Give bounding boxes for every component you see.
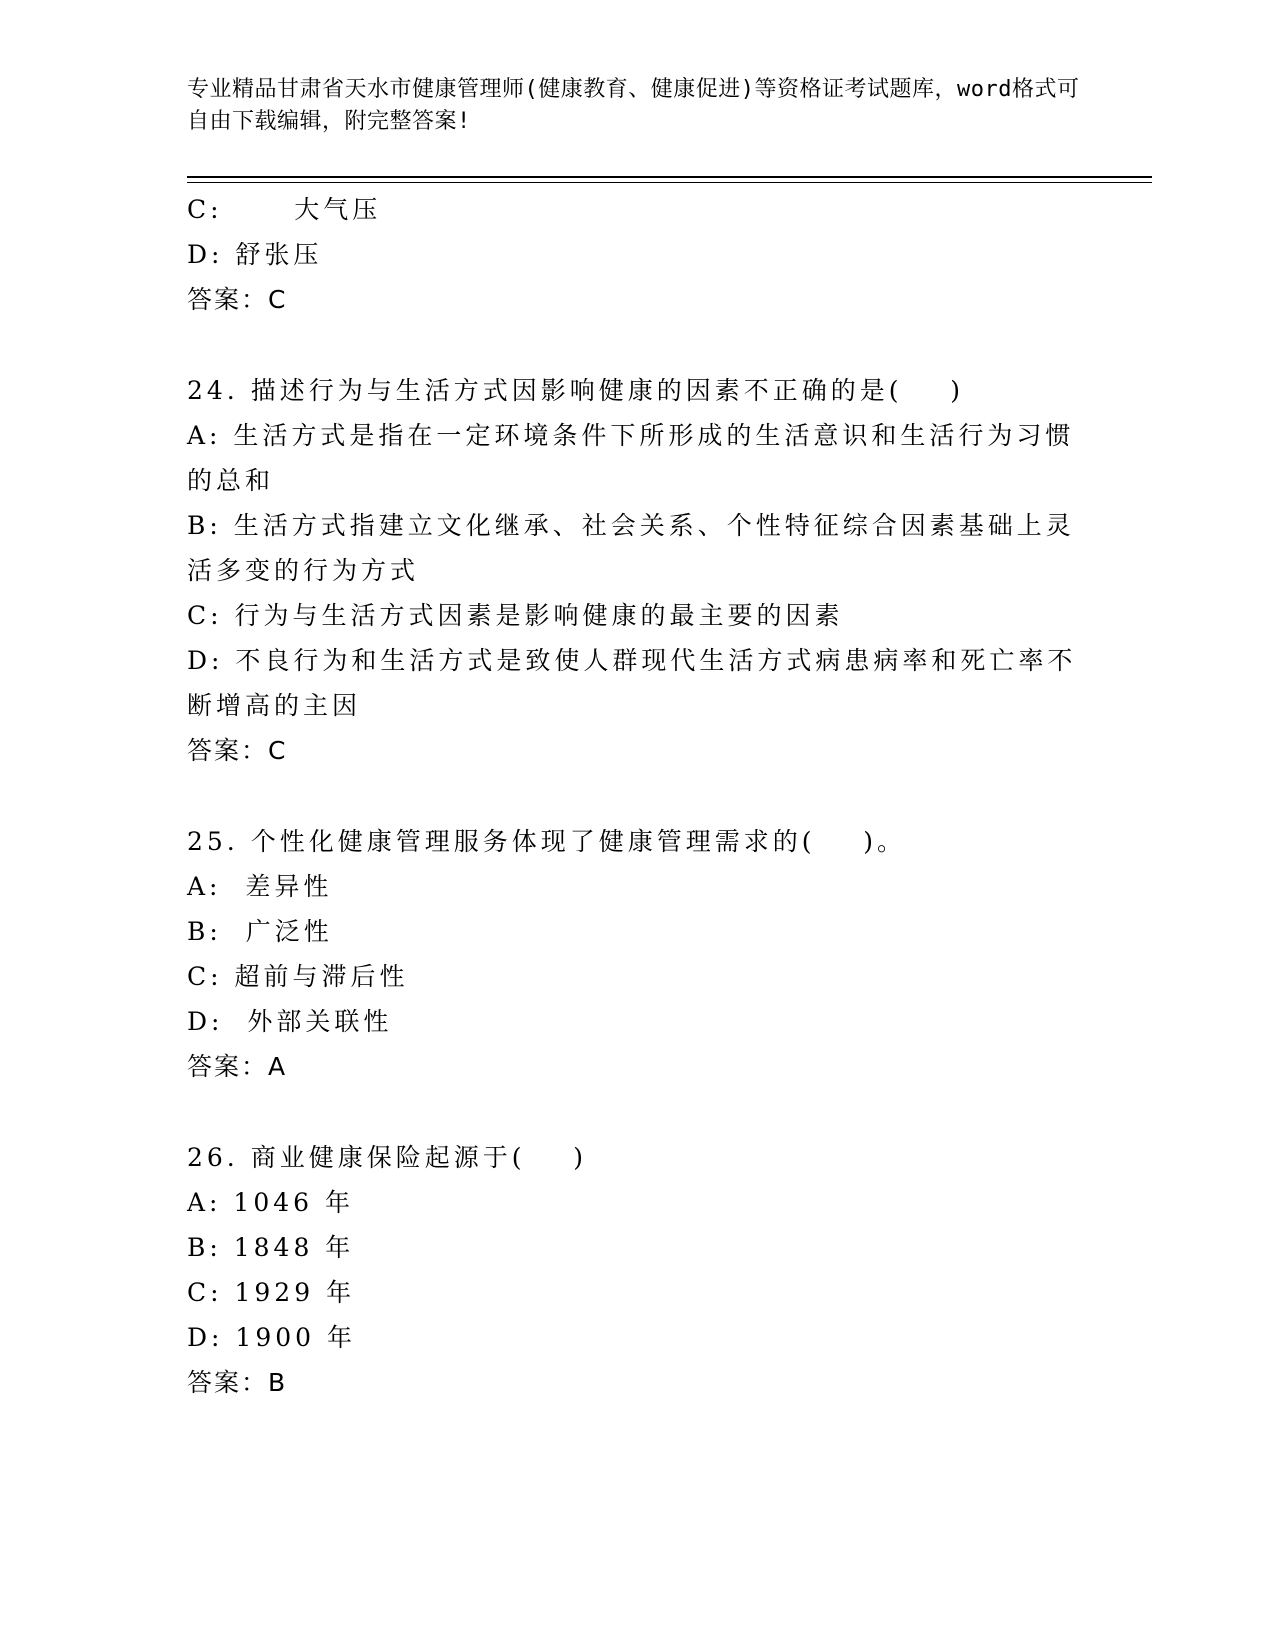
option-a: A: 1046 年	[187, 1188, 354, 1217]
option-c: C: 1929 年	[187, 1278, 356, 1307]
answer-line: 答案：C	[187, 736, 288, 765]
question-24	[187, 368, 1087, 773]
option-a: A: 差异性	[187, 872, 333, 901]
option-c: C: 大气压	[187, 195, 382, 224]
question-stem: 25. 个性化健康管理服务体现了健康管理需求的( )。	[187, 827, 907, 856]
page-header: 专业精品甘肃省天水市健康管理师(健康教育、健康促进)等资格证考试题库，word格式可自由下载编辑，附完整答案!	[187, 77, 1080, 134]
header-rule-thin	[187, 182, 1152, 183]
question-stem: 26. 商业健康保险起源于( )	[187, 1143, 587, 1172]
option-b: B: 1848 年	[187, 1233, 355, 1262]
option-a: A: 生活方式是指在一定环境条件下所形成的生活意识和生活行为习惯的总和	[187, 421, 1075, 495]
question-23-tail	[187, 187, 1087, 322]
question-25	[187, 819, 1087, 1089]
option-b: B: 广泛性	[187, 917, 333, 946]
option-d: D: 不良行为和生活方式是致使人群现代生活方式病患病率和死亡率不断增高的主因	[187, 646, 1077, 720]
answer-line: 答案：A	[187, 1052, 288, 1081]
option-c: C: 行为与生活方式因素是影响健康的最主要的因素	[187, 601, 844, 630]
option-d: D: 舒张压	[187, 240, 323, 269]
option-d: D: 外部关联性	[187, 1007, 393, 1036]
answer-line: 答案：B	[187, 1368, 288, 1397]
option-d: D: 1900 年	[187, 1323, 356, 1352]
option-c: C: 超前与滞后性	[187, 962, 409, 991]
question-stem: 24. 描述行为与生活方式因影响健康的因素不正确的是( )	[187, 376, 965, 405]
header-rule-thick	[187, 176, 1152, 178]
answer-line: 答案：C	[187, 285, 288, 314]
option-b: B: 生活方式指建立文化继承、社会关系、个性特征综合因素基础上灵活多变的行为方式	[187, 511, 1075, 585]
question-content	[187, 187, 1087, 1405]
question-26	[187, 1135, 1087, 1405]
